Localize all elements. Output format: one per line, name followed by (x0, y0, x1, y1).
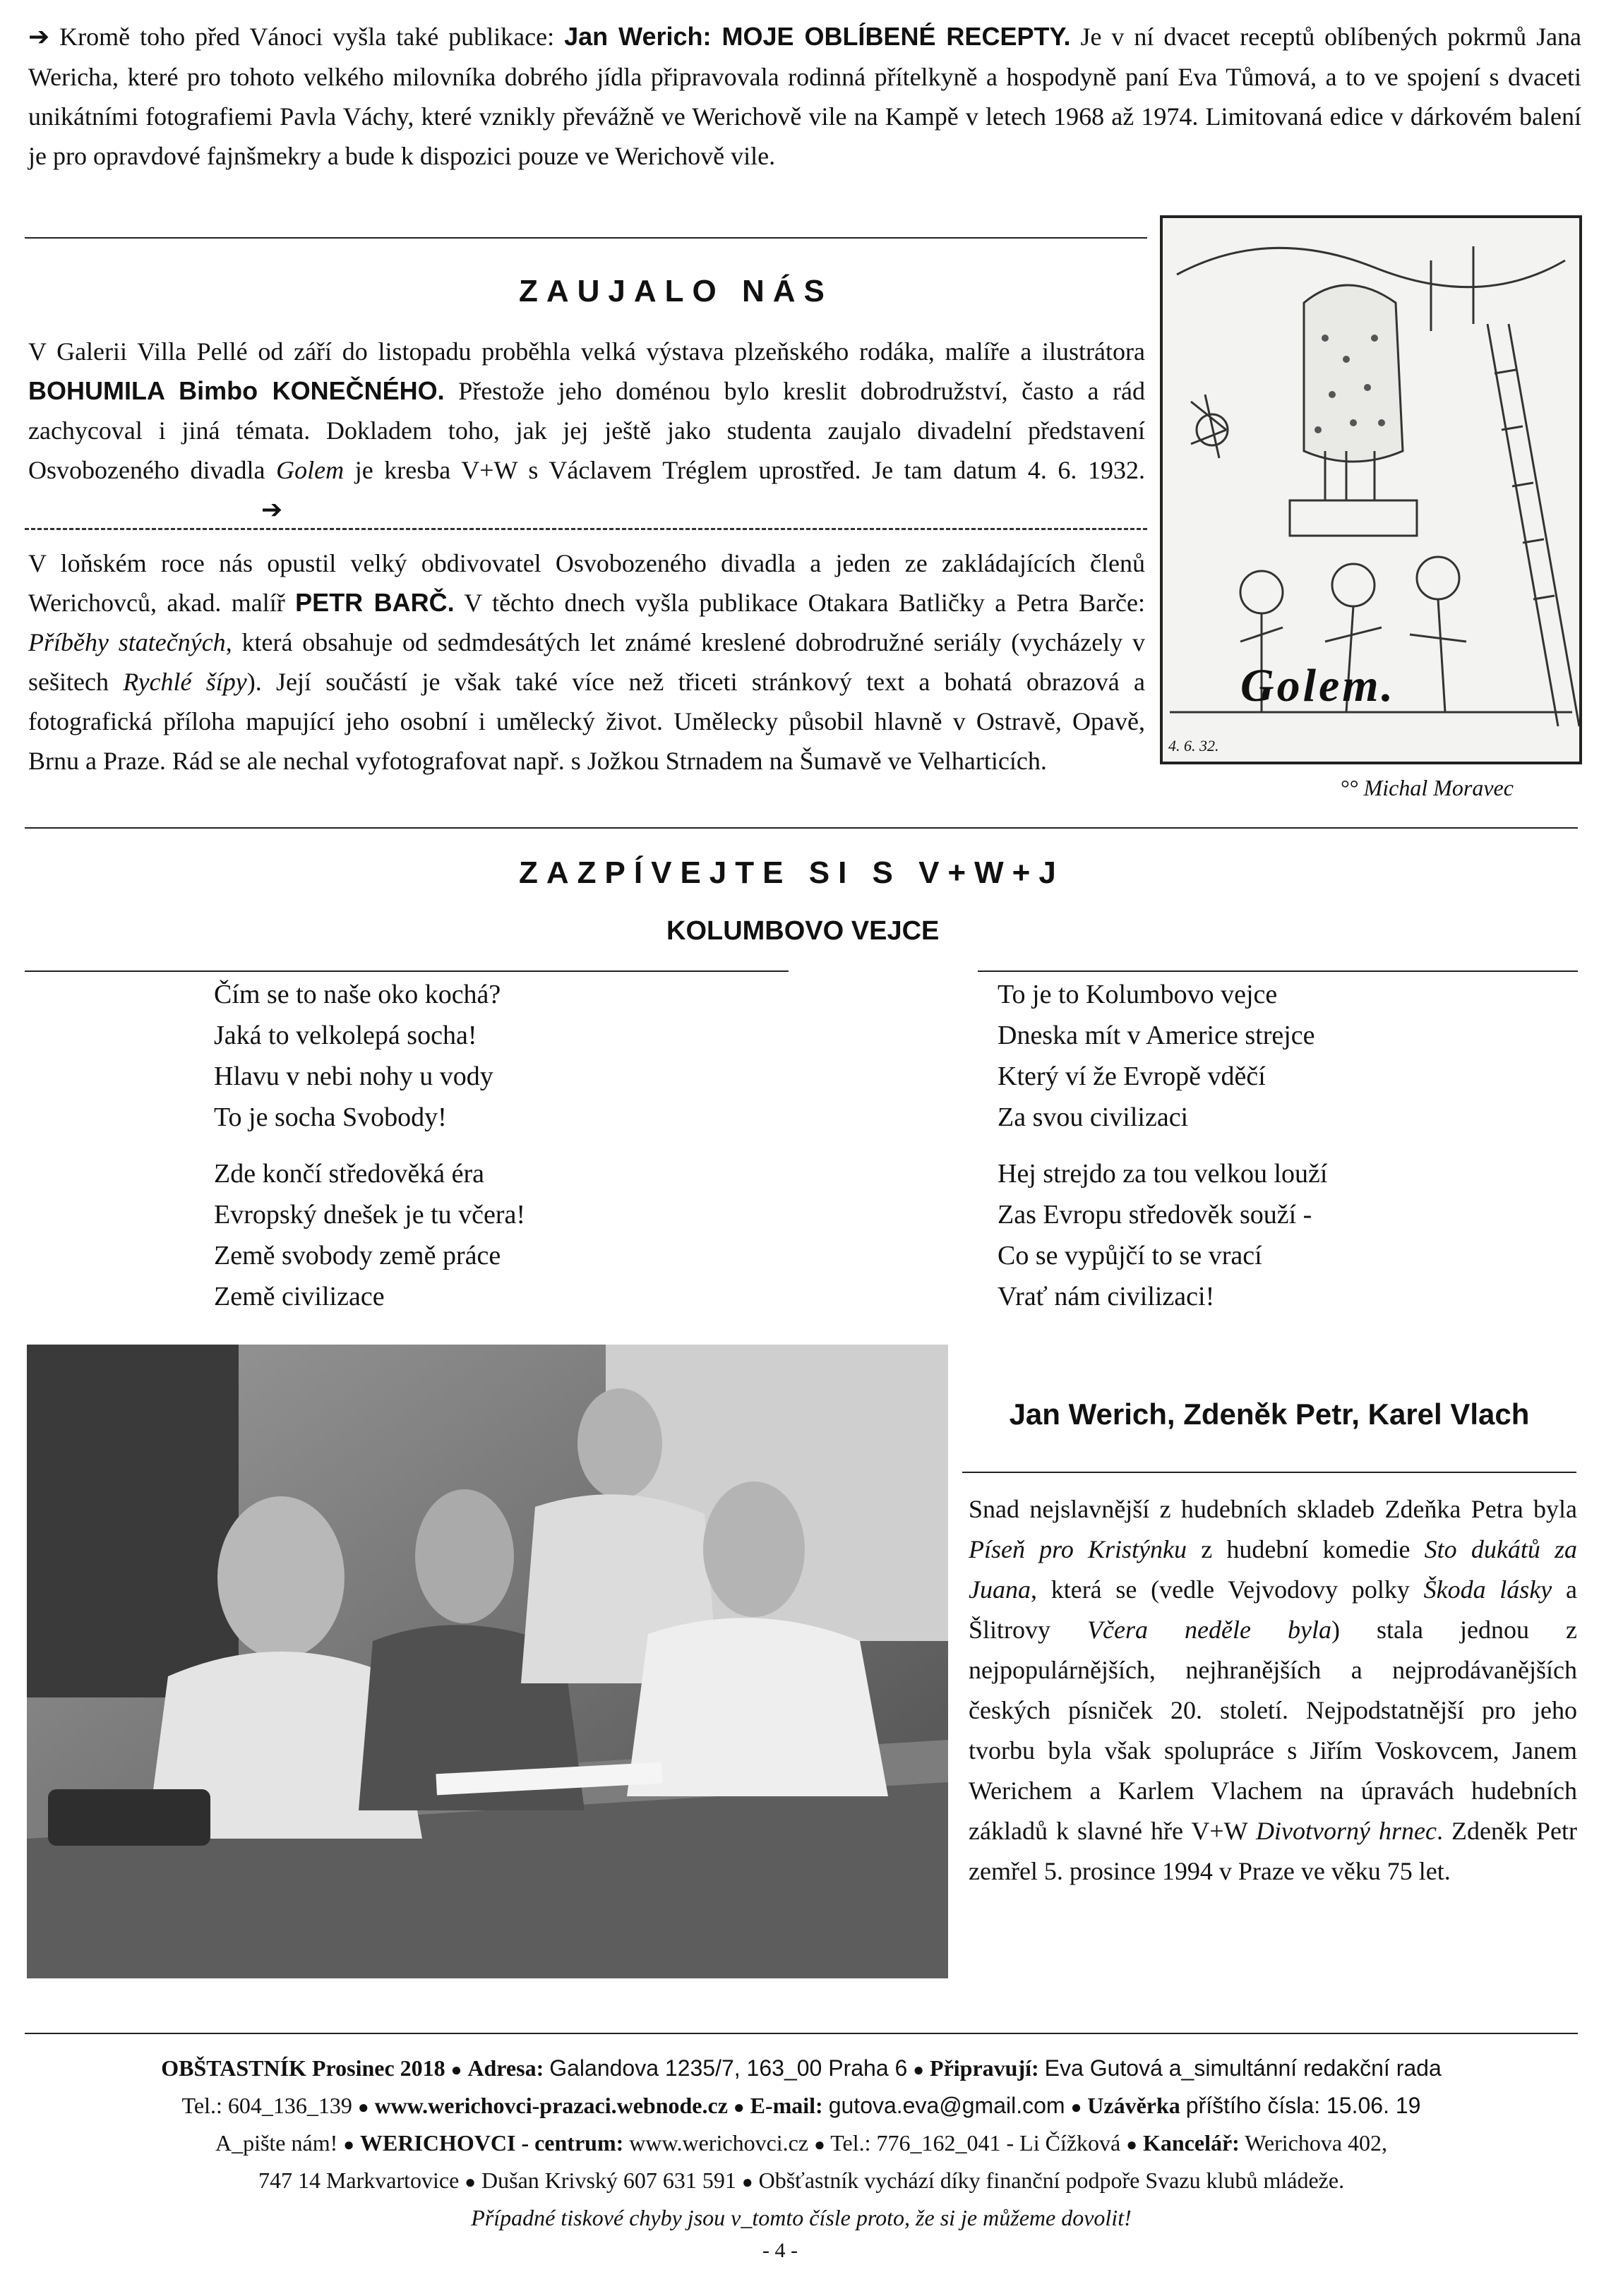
stanza-left-2: Zde končí středověká éra Evropský dnešek je tu včera! Země svobody země práce Země civilizace (214, 1159, 526, 1311)
photo-article-heading: Jan Werich, Zdeněk Petr, Karel Vlach (1009, 1398, 1530, 1431)
golem-drawing (1160, 215, 1582, 764)
stanza-right-1: To je to Kolumbovo vejce Dneska mít v Americe strejce Který ví že Evropě vděčí Za svou civilizaci (998, 980, 1315, 1132)
footer-line-5: Případné tiskové chyby jsou v_tomto čísle proto, že si je můžeme dovolit! (471, 2205, 1132, 2230)
song-title: KOLUMBOVO VEJCE (666, 916, 940, 946)
divider (25, 237, 1147, 239)
bullet-icon: ● (1070, 2097, 1082, 2117)
drawing-credit: °° Michal Moravec (1340, 775, 1514, 800)
stanza-right-2: Hej strejdo za tou velkou louží Zas Evropu středověk souží - Co se vypůjčí to se vrací Vrať nám civilizaci! (998, 1159, 1328, 1311)
divider (962, 1472, 1576, 1473)
song-left-column (214, 974, 525, 1317)
dashed-divider (25, 528, 1147, 530)
drawing-date: 4. 6. 32. (1168, 737, 1219, 755)
photo-werich-petr-vlach (27, 1345, 948, 1978)
bullet-icon: ● (741, 2172, 753, 2192)
arrow-icon: ➔ (261, 495, 283, 524)
footer-line-1: OBŠTASTNÍK Prosinec 2018 ● Adresa: Galandova 1235/7, 163_00 Praha 6 ● Připravují: Eva Gutová a_simultánní redakční rada (161, 2055, 1442, 2081)
intro-paragraph: ➔ Kromě toho před Vánoci vyšla také publikace: Jan Werich: MOJE OBLÍBENÉ RECEPTY. Je v ní dvacet receptů oblíbených pokrmů Jana Wericha, které pro tohoto velkého milovníka dobrého jídla připravovala rodinná přítelkyně a hospodyně paní Eva Tůmová, a to ve spojení s dvaceti unikátními fotografiemi Pavla Váchy, které vznikly převážně ve Werichově vile na Kampě v letech 1968 až 1974. Limitovaná edice v dárkovém balení je pro opravdové fajnšmekry a bude k dispozici pouze ve Werichově vile. (28, 22, 1582, 170)
photo-illustration (27, 1345, 948, 1978)
divider (25, 827, 1578, 829)
barc-paragraph: V loňském roce nás opustil velký obdivovatel Osvobozeného divadla a jeden ze zakládajících členů Werichovců, akad. malíř PETR BARČ. V těchto dnech vyšla publikace Otakara Batličky a Petra Barče: Příběhy statečných, která obsahuje od sedmdesátých let známé kreslené dobrodružné seriály (vycházely v sešitech Rychlé šípy). Její součástí je však také více než třiceti stránkový text a bohatá obrazová a fotografická příloha mapující jeho osobní i umělecký život. Umělecky působil hlavně v Ostravě, Opavě, Brnu a Praze. Rád se ale nechal vyfotografovat např. s Jožkou Strnadem na Šumavě ve Velharticích. (28, 549, 1145, 775)
footer-line-3: A_pište nám! ● WERICHOVCI - centrum: www.werichovci.cz ● Tel.: 776_162_041 - Li Čížková ● Kancelář: Werichova 402, (215, 2130, 1388, 2156)
bullet-icon: ● (343, 2134, 354, 2155)
bullet-icon: ● (450, 2060, 462, 2080)
bullet-icon: ● (814, 2134, 825, 2155)
footer-divider (25, 2033, 1578, 2034)
section-heading-zaujalo: ZAUJALO NÁS (519, 274, 833, 308)
stanza-left-1: Čím se to naše oko kochá? Jaká to velkolepá socha! Hlavu v nebi nohy u vody To je socha Svobody! (214, 980, 501, 1132)
section-heading-song: ZAZPÍVEJTE SI S V+W+J (519, 855, 1065, 890)
footer-line-2: Tel.: 604_136_139 ● www.werichovci-prazaci.webnode.cz ● E-mail: gutova.eva@gmail.com ● Uzávěrka příštího čísla: 15.06. 19 (181, 2093, 1421, 2118)
page-number: - 4 - (762, 2239, 798, 2262)
bullet-icon: ● (1126, 2134, 1137, 2155)
divider (25, 970, 789, 972)
bullet-icon: ● (913, 2060, 925, 2080)
bullet-icon: ● (357, 2097, 369, 2117)
photo-article-text: Snad nejslavnější z hudebních skladeb Zdeňka Petra byla Píseň pro Kristýnku z hudební komedie Sto dukátů za Juana, která se (vedle Vejvodovy polky Škoda lásky a Šlitrovy Včera neděle byla) stala jednou z nejpopulárnějších, nejhranějších a nejprodávanějších českých písniček 20. století. Nejpodstatnější pro jeho tvorbu byla však spolupráce s Jiřím Voskovcem, Janem Werichem a Karlem Vlachem na úpravách hudebních základů k slavné hře V+W Divotvorný hrnec. Zdeněk Petr zemřel 5. prosince 1994 v Praze ve věku 75 let. (969, 1495, 1578, 1885)
book-title: Jan Werich: MOJE OBLÍBENÉ RECEPTY. (564, 22, 1071, 51)
bullet-icon: ● (733, 2097, 745, 2117)
bullet-icon: ● (465, 2172, 477, 2192)
arrow-icon: ➔ (28, 23, 50, 52)
footer-line-4: 747 14 Markvartovice ● Dušan Krivský 607 631 591 ● Obšťastník vychází díky finanční podpoře Svazu klubů mládeže. (258, 2168, 1345, 2193)
footer-email-link[interactable]: gutova.eva@gmail.com (828, 2093, 1065, 2118)
konecny-paragraph: V Galerii Villa Pellé od září do listopadu proběhla velká výstava plzeňského rodáka, malíře a ilustrátora BOHUMILA Bimbo KONEČNÉHO. Přestože jeho doménou bylo kreslit dobrodružství, často a rád zachycoval i jiná témata. Dokladem toho, jak jej ještě jako studenta zaujalo divadelní představení Osvobozeného divadla Golem je kresba V+W s Václavem Tréglem uprostřed. Je tam datum 4. 6. 1932. ➔ (28, 337, 1146, 524)
divider (978, 970, 1578, 972)
footer-web-link[interactable]: www.werichovci-prazaci.webnode.cz (374, 2093, 728, 2118)
footer (21, 2050, 1581, 2235)
song-right-column (998, 974, 1328, 1317)
footer-centrum-link[interactable]: www.werichovci.cz (629, 2130, 809, 2156)
drawing-label: Golem. (1240, 660, 1396, 711)
